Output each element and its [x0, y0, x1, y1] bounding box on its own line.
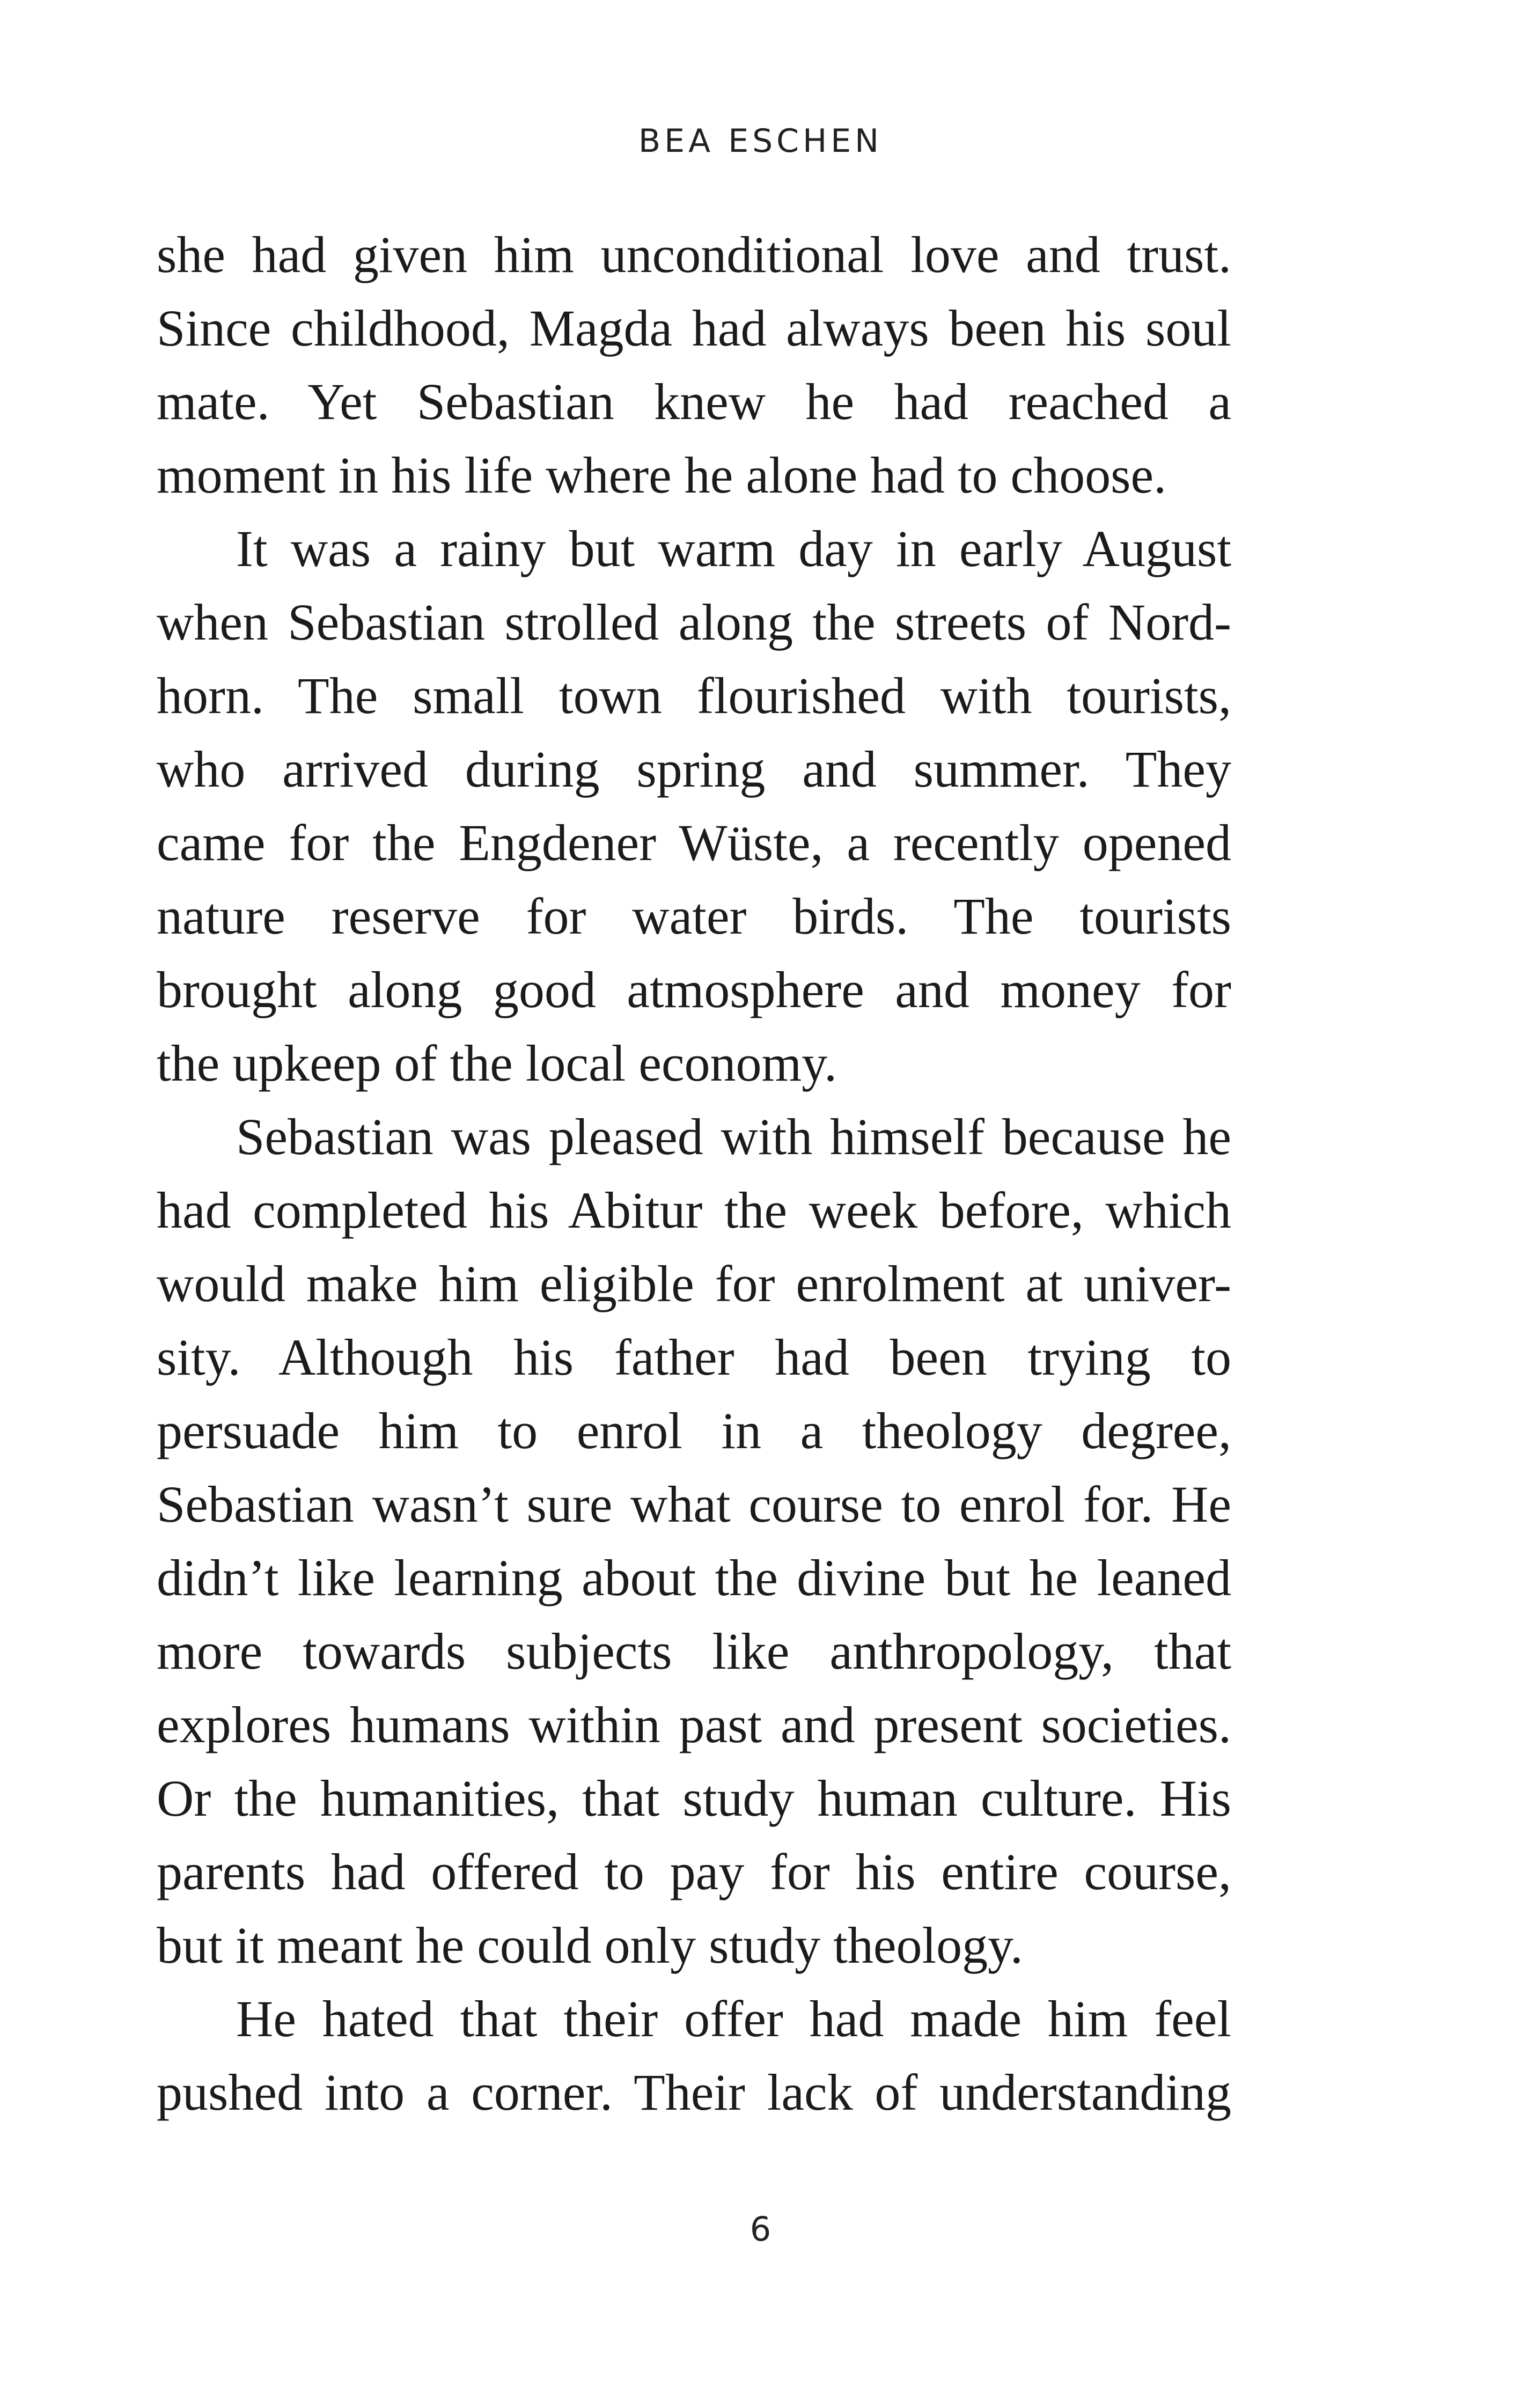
text-line: sity. Although his father had been trying to	[157, 1328, 1231, 1386]
text-line: moment in his life where he alone had to choose.	[157, 446, 1167, 504]
text-line: parents had offered to pay for his entire course,	[157, 1843, 1231, 1900]
text-line: horn. The small town flourished with tourists,	[157, 667, 1231, 724]
text-line: It was a rainy but warm day in early August	[236, 520, 1231, 577]
text-line: Sebastian was pleased with himself because he	[236, 1108, 1231, 1165]
text-line: mate. Yet Sebastian knew he had reached a	[157, 373, 1231, 430]
text-line: she had given him unconditional love and trust.	[157, 226, 1231, 283]
running-head: BEA ESCHEN	[638, 122, 883, 160]
text-line: explores humans within past and present societies.	[157, 1696, 1231, 1753]
text-line: had completed his Abitur the week before, which	[157, 1181, 1231, 1239]
text-line: the upkeep of the local economy.	[157, 1034, 837, 1092]
text-line: Sebastian wasn’t sure what course to enrol for. He	[157, 1475, 1231, 1533]
text-line: came for the Engdener Wüste, a recently opened	[157, 814, 1231, 871]
text-line: more towards subjects like anthropology, that	[157, 1623, 1231, 1680]
text-line: didn’t like learning about the divine but he leaned	[157, 1549, 1231, 1606]
text-line: Or the humanities, that study human culture. His	[157, 1770, 1231, 1827]
body-text	[157, 218, 1231, 2129]
text-line: persuade him to enrol in a theology degree,	[157, 1402, 1231, 1459]
text-line: He hated that their offer had made him feel	[236, 1990, 1231, 2047]
text-line: Since childhood, Magda had always been his soul	[157, 299, 1231, 357]
text-line: pushed into a corner. Their lack of understanding	[157, 2064, 1231, 2121]
page-number: 6	[750, 2209, 771, 2249]
text-line: when Sebastian strolled along the streets of Nord-	[157, 593, 1231, 651]
text-line: brought along good atmosphere and money for	[157, 961, 1231, 1018]
text-line: who arrived during spring and summer. They	[157, 740, 1231, 798]
text-line: would make him eligible for enrolment at univer-	[157, 1255, 1231, 1312]
text-line: but it meant he could only study theology.	[157, 1917, 1023, 1974]
text-line: nature reserve for water birds. The tourists	[157, 887, 1231, 945]
